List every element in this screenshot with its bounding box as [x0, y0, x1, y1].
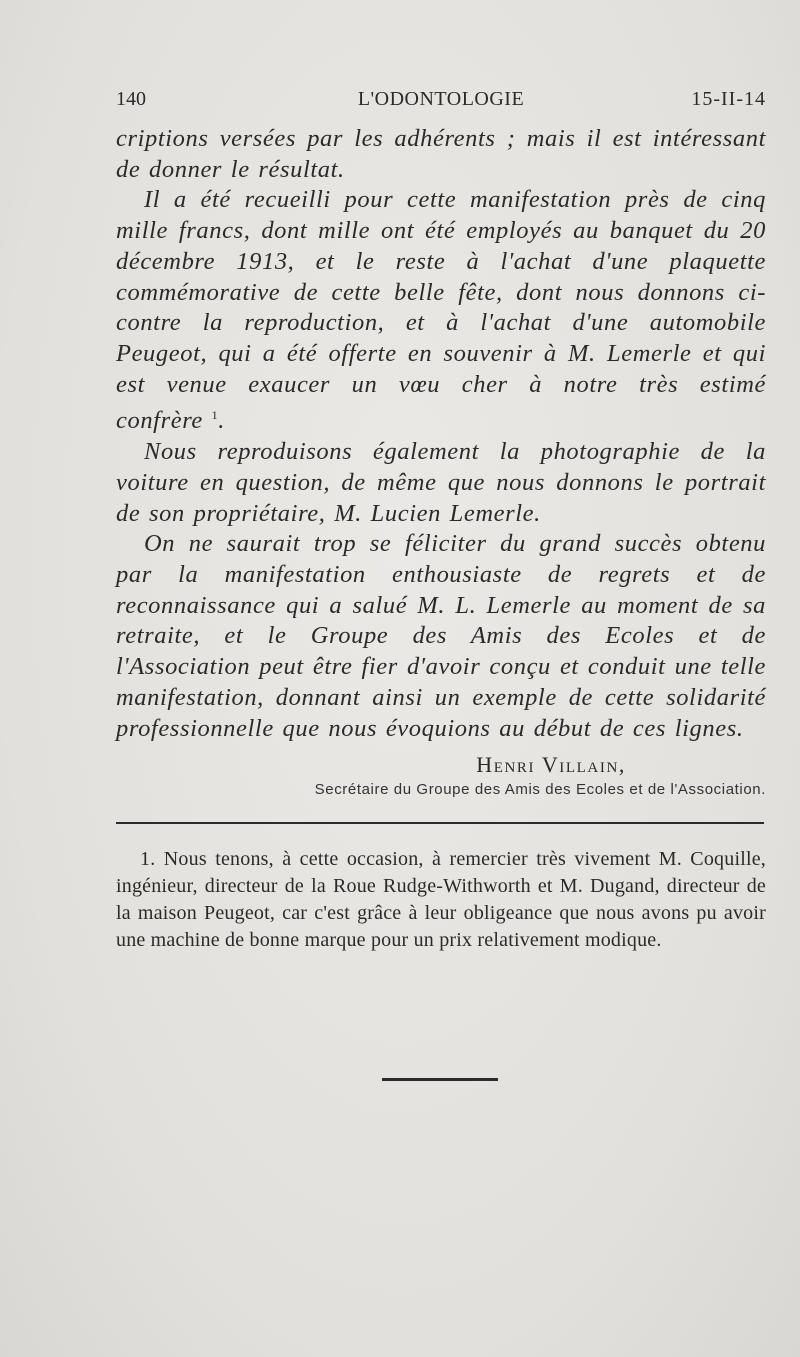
running-header — [116, 88, 766, 118]
issue-date: 15-II-14 — [691, 88, 766, 110]
paragraph-funds-text: Il a été recueilli pour cette manifestation près de cinq mille francs, dont mille ont été employés au banquet du 20 décembre 1913, et le reste à l'achat d'une plaquette commémorative de cette belle fête, dont nous donnons ci-contre la reproduction, et à l'achat d'une automobile Peugeot, qui a été offerte en souvenir à M. Lemerle et qui est venue exaucer un vœu cher à notre très estimé confrère — [116, 186, 766, 435]
footnote — [116, 846, 766, 954]
footnote-divider — [116, 822, 764, 824]
footnote-text: 1. Nous tenons, à cette occasion, à remercier très vivement M. Coquille, ingénieur, directeur de la Roue Rudge-Withworth et M. Dugand, directeur de la maison Peugeot, car c'est grâce à leur obligeance que nous avons pu avoir une machine de bonne marque pour un prix relativement modique. — [116, 848, 766, 951]
paragraph-photograph: Nous reproduisons également la photographie de la voiture en question, de même que nous donnons le portrait de son propriétaire, M. Lucien Lemerle. — [116, 438, 766, 527]
paragraph-funds-end: . — [218, 407, 225, 435]
paragraph-funds — [116, 185, 766, 437]
end-rule — [382, 1078, 498, 1081]
author-title: Secrétaire du Groupe des Amis des Ecoles et de l'Association. — [314, 781, 766, 798]
paragraph-continuation: criptions versées par les adhérents ; mais il est intéressant de donner le résultat. — [116, 125, 766, 183]
page-number: 140 — [116, 88, 146, 110]
footnote-reference: 1 — [211, 408, 219, 423]
paragraph-conclusion: On ne saurait trop se féliciter du grand succès obtenu par la manifestation enthousiaste de regrets et de reconnaissance qui a salué M. L. Lemerle au moment de sa retraite, et le Groupe des Amis des Ecoles et de l'Association peut être fier d'avoir conçu et conduit une telle manifestation, donnant ainsi un exemple de cette solidarité professionnelle que nous évoquions au début de ces lignes. — [116, 530, 766, 742]
author-name: Henri Villain, — [476, 752, 626, 777]
article-body — [116, 124, 766, 744]
journal-title: L'ODONTOLOGIE — [357, 88, 525, 110]
